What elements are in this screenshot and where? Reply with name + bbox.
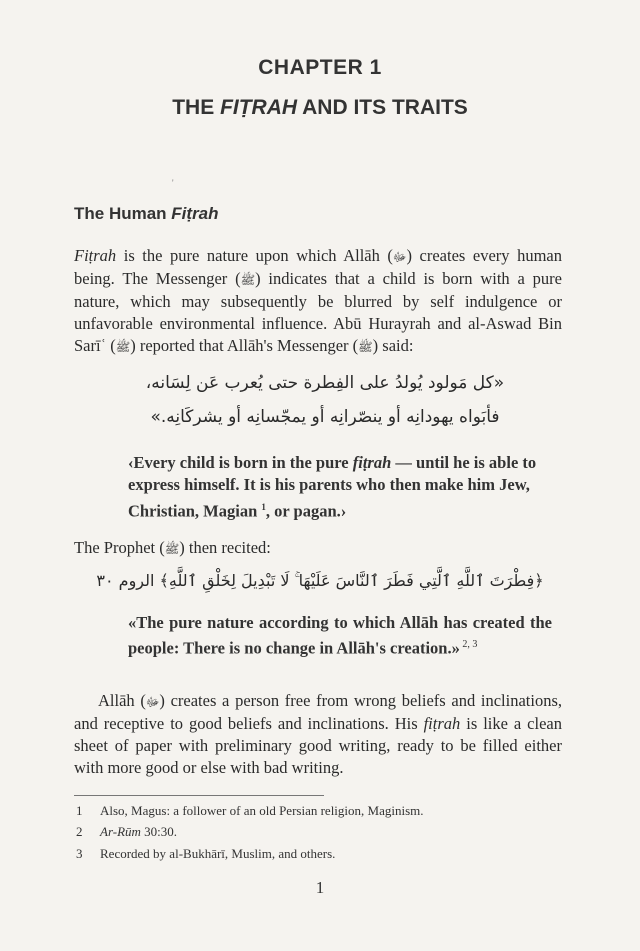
- para3-text-a: Allāh (: [98, 691, 146, 710]
- footnote-2: [76, 824, 177, 840]
- chapter-title: [0, 96, 640, 120]
- page-number: 1: [315, 878, 325, 897]
- para1-text-a: is the pure nature upon which Allāh (: [116, 246, 393, 265]
- prophet-recited-paragraph: [74, 537, 562, 560]
- hadith-fitrah-term: fiṭrah: [352, 453, 392, 472]
- para1-text-e: ) said:: [372, 336, 414, 355]
- footnote-text: Also, Magus: a follower of an old Persian religion, Maginism.: [100, 803, 424, 818]
- hadith-translation: [128, 452, 548, 523]
- section-heading: [74, 204, 219, 224]
- para1-text-c: ) indicates that a child is born with a pure nature, which may subsequently be blurred by self indulgence or unfavorable environmental influence. Abū Hurayrah and al-Aswad Bin Sarīʿ (: [74, 269, 562, 355]
- chapter-title-post: AND ITS TRAITS: [297, 96, 468, 119]
- footnote-number: 1: [76, 803, 83, 818]
- honorific-glyph: ﷺ: [358, 340, 373, 354]
- chapter-number: CHAPTER 1: [258, 56, 382, 79]
- para3-text-b: ) creates a person free from wrong beliefs and inclinations, and receptive to good beliefs and inclinations. His: [74, 691, 562, 733]
- fitrah-term: Fiṭrah: [74, 246, 117, 265]
- footnote-1: [76, 803, 424, 819]
- hadith-rest: — until he is able to express himself. It is his parents who then make him Jew, Christian, Magian: [128, 453, 537, 521]
- para2-text-a: The Prophet (: [74, 538, 165, 557]
- footnote-number: 3: [76, 846, 83, 861]
- para1-text-b: ) creates every human being. The Messenger (: [74, 246, 562, 288]
- honorific-glyph: ﷺ: [240, 273, 256, 287]
- chapter-title-italic: FIṬRAH: [220, 96, 298, 119]
- stray-mark: ': [172, 178, 174, 188]
- verse-translation-text: «The pure nature according to which Allāh has created the people: There is no change in Allāh's creation.»: [128, 613, 552, 658]
- section-heading-pre: The Human: [74, 204, 172, 223]
- intro-paragraph: [74, 245, 562, 358]
- honorific-glyph: ﷺ: [115, 340, 131, 354]
- arabic-hadith-line-2: فأبَواه يهودانِه أو ينصّرانِه أو يمجّسانِه أو يشركَانِه.»: [150, 407, 500, 427]
- chapter-title-pre: THE: [172, 96, 221, 119]
- footnote-refs-2-3[interactable]: 2, 3: [459, 639, 478, 650]
- footnote-3: [76, 846, 335, 862]
- verse-translation: [128, 612, 552, 660]
- honorific-glyph: ﷻ: [392, 250, 407, 264]
- hadith-close: , or pagan.›: [265, 501, 347, 521]
- explanation-paragraph: [74, 690, 562, 779]
- hadith-open: ‹Every child is born in the pure: [128, 453, 353, 472]
- fitrah-term: fiṭrah: [423, 714, 461, 733]
- para2-text-b: ) then recited:: [179, 538, 271, 557]
- footnote-source: Ar-Rūm: [100, 824, 141, 839]
- para3-text-c: is like a clean sheet of paper with preliminary good writing, ready to be filled either with more good or else with bad writing.: [74, 714, 562, 777]
- footnote-text: Recorded by al-Bukhārī, Muslim, and others.: [100, 846, 336, 861]
- footnote-text: 30:30.: [140, 824, 178, 839]
- arabic-hadith-line-1: «كل مَولود يُولدُ على الفِطرة حتى يُعرب عَن لِسَانه،: [145, 373, 505, 393]
- para1-text-d: ) reported that Allāh's Messenger (: [130, 336, 359, 355]
- footnote-divider: [74, 795, 324, 796]
- footnote-number: 2: [76, 824, 83, 839]
- honorific-glyph: ﷺ: [164, 542, 180, 556]
- footnote-ref-1[interactable]: 1: [261, 502, 266, 512]
- arabic-verse: ﴿فِطْرَتَ ٱللَّهِ ٱلَّتِي فَطَرَ ٱلنَّاسَ عَلَيْهَا ۚ لَا تَبْدِيلَ لِخَلْقِ ٱللَّهِ﴾ الروم ٣٠: [96, 571, 544, 590]
- section-heading-italic: Fiṭrah: [171, 204, 219, 223]
- honorific-glyph: ﷻ: [145, 695, 160, 709]
